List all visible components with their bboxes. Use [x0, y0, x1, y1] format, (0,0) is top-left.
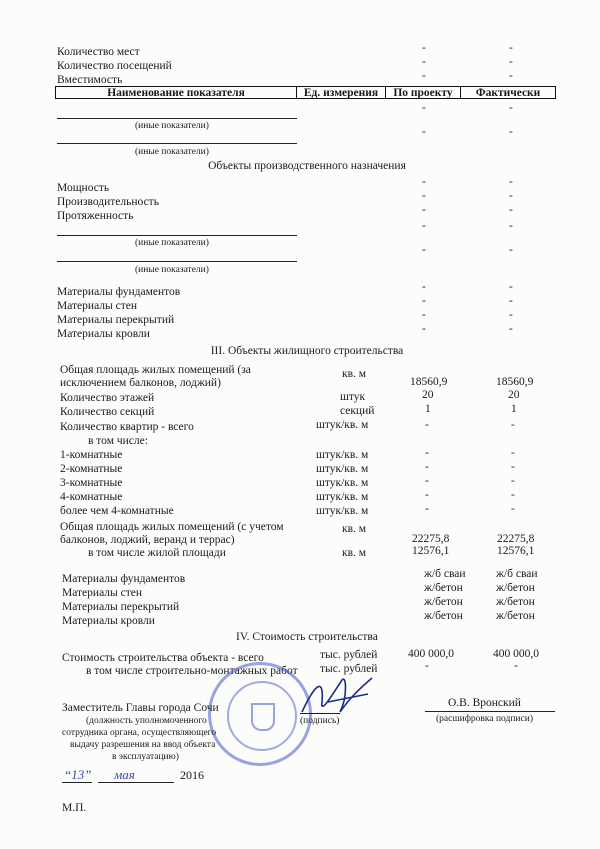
caption-signature: (подпись)	[300, 716, 340, 726]
caption-position-3: выдачу разрешения на ввод объекта	[70, 740, 216, 750]
other-indicators-caption: (иные показатели)	[135, 265, 209, 275]
caption-position-4: в эксплуатацию)	[112, 752, 179, 762]
project-value: ж/бетон	[424, 582, 463, 594]
project-value: -	[425, 447, 429, 459]
material-label: Материалы перекрытий	[62, 601, 180, 613]
header-name: Наименование показателя	[55, 86, 297, 99]
signer-position: Заместитель Главы города Сочи	[62, 702, 219, 714]
row-label: Количество этажей	[60, 392, 155, 404]
project-value: -	[422, 176, 426, 188]
unit-value: кв. м	[342, 368, 367, 380]
project-value: -	[422, 204, 426, 216]
row-label: Протяженность	[57, 210, 134, 222]
project-value: -	[425, 489, 429, 501]
header-project: По проекту	[385, 86, 461, 99]
row-label: Количество мест	[57, 46, 140, 58]
other-indicators-caption: (иные показатели)	[135, 147, 209, 157]
project-value: -	[425, 660, 429, 672]
fact-value: 400 000,0	[493, 648, 539, 660]
unit-value: штук/кв. м	[316, 491, 369, 503]
seal-stamp	[208, 662, 312, 766]
fact-value: -	[509, 244, 513, 256]
date-month-line	[98, 782, 174, 783]
name-line	[425, 711, 555, 712]
divider	[57, 118, 297, 119]
project-value: 12576,1	[412, 545, 450, 557]
signer-name: О.В. Вронский	[448, 697, 521, 709]
material-label: Материалы кровли	[62, 615, 155, 627]
seal-place-label: М.П.	[62, 802, 87, 814]
fact-value: ж/бетон	[496, 610, 535, 622]
area-label-line2: исключением балконов, лоджий)	[60, 377, 221, 389]
section-title-cost: IV. Стоимость строительства	[236, 631, 378, 643]
header-unit: Ед. измерения	[296, 86, 386, 99]
row-label: Производительность	[57, 196, 159, 208]
project-value: -	[422, 70, 426, 82]
caption-position-2: сотрудника органа, осуществляющего	[62, 728, 217, 738]
cm-label: в том числе строительно-монтажных работ	[86, 665, 298, 677]
unit-value: штук/кв. м	[316, 419, 369, 431]
other-indicators-caption: (иные показатели)	[135, 121, 209, 131]
fact-value: -	[511, 461, 515, 473]
apartment-label: 4-комнатные	[60, 491, 123, 503]
fact-value: ж/бетон	[496, 582, 535, 594]
project-value: ж/бетон	[424, 610, 463, 622]
unit-value: тыс. рублей	[320, 663, 378, 675]
fact-value: 12576,1	[497, 545, 535, 557]
fact-value: -	[509, 204, 513, 216]
fact-value: 20	[508, 389, 520, 401]
area-label-line1: Общая площадь жилых помещений (за	[60, 364, 251, 376]
row-label: Количество посещений	[57, 60, 172, 72]
fact-value: -	[509, 56, 513, 68]
fact-value: ж/б сваи	[496, 568, 538, 580]
date-day: “13”	[64, 767, 92, 782]
fact-value: 22275,8	[497, 533, 535, 545]
project-value: -	[425, 503, 429, 515]
date-day-line	[62, 782, 92, 783]
project-value: 22275,8	[412, 533, 450, 545]
row-label: Количество квартир - всего	[60, 421, 194, 433]
unit-value: штук/кв. м	[316, 463, 369, 475]
fact-value: -	[511, 447, 515, 459]
unit-value: штук/кв. м	[316, 449, 369, 461]
fact-value: -	[511, 503, 515, 515]
project-value: -	[422, 190, 426, 202]
fact-value: -	[509, 281, 513, 293]
fact-value: -	[509, 190, 513, 202]
project-value: -	[422, 42, 426, 54]
divider	[57, 143, 297, 144]
fact-value: -	[509, 220, 513, 232]
fact-value: ж/бетон	[496, 596, 535, 608]
apartment-label: 1-комнатные	[60, 449, 123, 461]
total-area-line2: балконов, лоджий, веранд и террас)	[60, 534, 235, 546]
fact-value: -	[509, 102, 513, 114]
unit-value: тыс. рублей	[320, 649, 378, 661]
project-value: -	[425, 461, 429, 473]
project-value: -	[422, 323, 426, 335]
unit-value: кв. м	[342, 523, 367, 535]
material-label: Материалы фундаментов	[57, 286, 181, 298]
fact-value: -	[514, 660, 518, 672]
fact-value: -	[511, 475, 515, 487]
header-fact: Фактически	[460, 86, 556, 99]
project-value: ж/б сваи	[424, 568, 466, 580]
unit-value: кв. м	[342, 547, 367, 559]
fact-value: -	[509, 323, 513, 335]
project-value: -	[425, 419, 429, 431]
fact-value: -	[511, 419, 515, 431]
project-value: -	[422, 244, 426, 256]
material-label: Материалы кровли	[57, 328, 150, 340]
apartment-label: 3-комнатные	[60, 477, 123, 489]
section-title-housing: III. Объекты жилищного строительства	[210, 345, 404, 357]
date-year: 2016	[180, 768, 204, 782]
material-label: Материалы фундаментов	[62, 573, 186, 585]
fact-value: -	[509, 176, 513, 188]
material-label: Материалы стен	[57, 300, 138, 312]
unit-value: штук/кв. м	[316, 505, 369, 517]
row-label: Количество секций	[60, 406, 155, 418]
caption-position-1: (должность уполномоченного	[86, 716, 207, 726]
divider	[57, 261, 297, 262]
date-month: мая	[114, 767, 135, 782]
row-label: Мощность	[57, 182, 110, 194]
fact-value: 18560,9	[496, 376, 534, 388]
project-value: 400 000,0	[408, 648, 454, 660]
project-value: 18560,9	[410, 376, 448, 388]
total-area-line1: Общая площадь жилых помещений (с учетом	[60, 521, 284, 533]
apartment-label: 2-комнатные	[60, 463, 123, 475]
including-label: в том числе:	[88, 435, 148, 447]
living-area-label: в том числе жилой площади	[88, 547, 226, 559]
project-value: 20	[422, 389, 434, 401]
project-value: -	[422, 126, 426, 138]
unit-value: штук	[340, 391, 366, 403]
fact-value: 1	[511, 403, 517, 415]
project-value: -	[422, 295, 426, 307]
fact-value: -	[509, 42, 513, 54]
fact-value: -	[509, 295, 513, 307]
material-label: Материалы стен	[62, 587, 143, 599]
project-value: -	[422, 102, 426, 114]
fact-value: -	[509, 70, 513, 82]
fact-value: -	[509, 309, 513, 321]
fact-value: -	[509, 126, 513, 138]
row-label: Вместимость	[57, 74, 123, 86]
project-value: -	[422, 309, 426, 321]
project-value: -	[422, 281, 426, 293]
project-value: -	[425, 475, 429, 487]
divider	[57, 235, 297, 236]
section-title-production: Объекты производственного назначения	[208, 160, 406, 172]
unit-value: штук/кв. м	[316, 477, 369, 489]
material-label: Материалы перекрытий	[57, 314, 175, 326]
project-value: 1	[425, 403, 431, 415]
project-value: -	[422, 56, 426, 68]
caption-name: (расшифровка подписи)	[436, 714, 533, 724]
cost-label: Стоимость строительства объекта - всего	[62, 652, 264, 664]
other-indicators-caption: (иные показатели)	[135, 238, 209, 248]
unit-value: секций	[340, 405, 375, 417]
project-value: ж/бетон	[424, 596, 463, 608]
apartment-label: более чем 4-комнатные	[60, 505, 174, 517]
project-value: -	[422, 220, 426, 232]
fact-value: -	[511, 489, 515, 501]
